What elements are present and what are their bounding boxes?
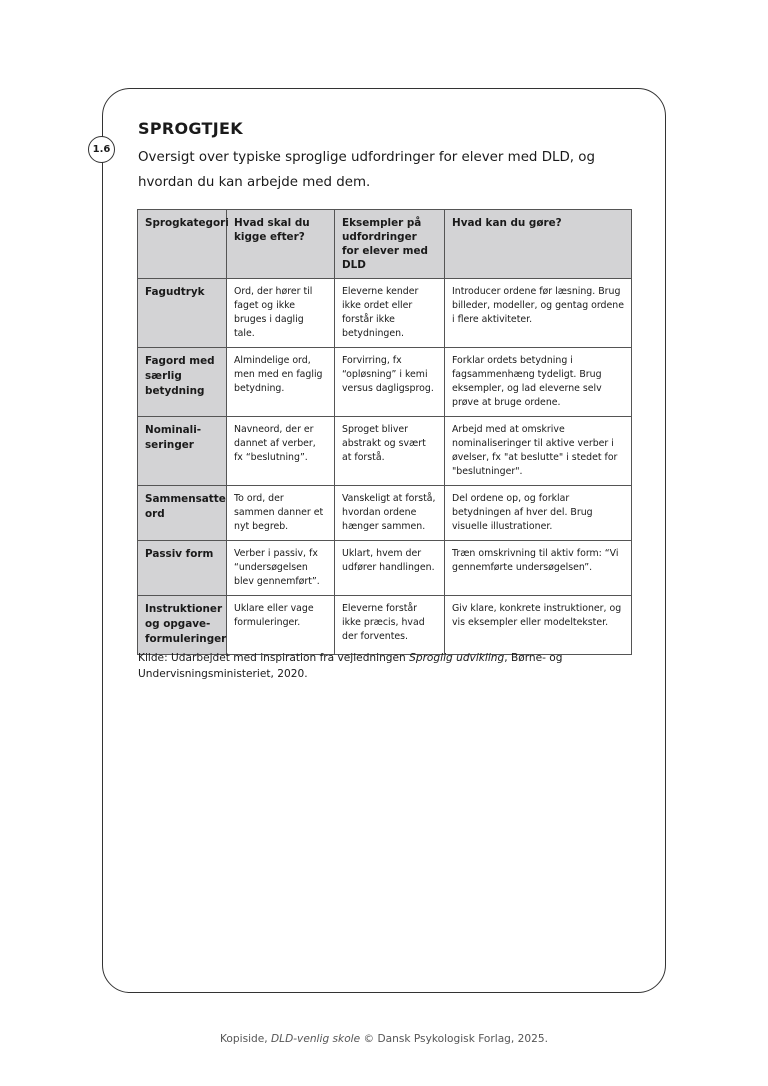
row-look-for: Verber i passiv, fx “undersøgelsen blev gennemført”. xyxy=(227,541,335,596)
source-citation xyxy=(138,651,568,682)
page-title: SPROGTJEK xyxy=(138,119,243,138)
row-category: Passiv form xyxy=(138,541,227,596)
table-row xyxy=(138,279,632,348)
table-row xyxy=(138,596,632,655)
row-what-to-do: Arbejd med at omskrive nominaliseringer til aktive verber i øvelser, fx "at beslutte" i stedet for "beslutninger". xyxy=(445,417,632,486)
row-examples: Uklart, hvem der udfører handlingen. xyxy=(335,541,445,596)
row-look-for: Ord, der hører til faget og ikke bruges i daglig tale. xyxy=(227,279,335,348)
row-examples: Sproget bliver abstrakt og svært at forstå. xyxy=(335,417,445,486)
table-row xyxy=(138,348,632,417)
footer-title: DLD-venlig skole xyxy=(271,1033,361,1045)
section-badge: 1.6 xyxy=(88,136,115,163)
row-look-for: Navneord, der er dannet af verber, fx “beslutning”. xyxy=(227,417,335,486)
table-row xyxy=(138,417,632,486)
language-check-table xyxy=(137,209,632,655)
table-row xyxy=(138,486,632,541)
footer-prefix: Kopiside, xyxy=(220,1033,272,1045)
table-row xyxy=(138,541,632,596)
header-category: Sprogkategori xyxy=(138,210,227,279)
row-category: Nominali-seringer xyxy=(138,417,227,486)
row-look-for: To ord, der sammen danner et nyt begreb. xyxy=(227,486,335,541)
table-header-row xyxy=(138,210,632,279)
row-look-for: Almindelige ord, men med en faglig betydning. xyxy=(227,348,335,417)
row-category: Instruktioner og opgave-formuleringer xyxy=(138,596,227,655)
source-title: Sproglig udvikling xyxy=(409,652,505,664)
header-examples: Eksempler på udfordringer for elever med DLD xyxy=(335,210,445,279)
row-examples: Forvirring, fx “opløsning” i kemi versus dagligsprog. xyxy=(335,348,445,417)
header-what-to-do: Hvad kan du gøre? xyxy=(445,210,632,279)
page-subtitle: Oversigt over typiske sproglige udfordringer for elever med DLD, og hvordan du kan arbejde med dem. xyxy=(138,150,595,190)
source-prefix: Kilde: Udarbejdet med inspiration fra vejledningen xyxy=(138,652,410,664)
row-examples: Eleverne forstår ikke præcis, hvad der forventes. xyxy=(335,596,445,655)
footer-suffix: © Dansk Psykologisk Forlag, 2025. xyxy=(360,1033,548,1045)
row-category: Sammensatte ord xyxy=(138,486,227,541)
row-category: Fagord med særlig betydning xyxy=(138,348,227,417)
row-what-to-do: Forklar ordets betydning i fagsammenhæng tydeligt. Brug eksempler, og lad eleverne selv prøve at bruge ordene. xyxy=(445,348,632,417)
page-footer xyxy=(0,1033,768,1045)
row-look-for: Uklare eller vage formuleringer. xyxy=(227,596,335,655)
source-suffix: , Børne- og Undervisningsministeriet, 2020. xyxy=(138,652,563,680)
row-what-to-do: Del ordene op, og forklar betydningen af hver del. Brug visuelle illustrationer. xyxy=(445,486,632,541)
row-what-to-do: Giv klare, konkrete instruktioner, og vis eksempler eller modeltekster. xyxy=(445,596,632,655)
row-what-to-do: Introducer ordene før læsning. Brug billeder, modeller, og gentag ordene i flere aktiviteter. xyxy=(445,279,632,348)
row-examples: Vanskeligt at forstå, hvordan ordene hænger sammen. xyxy=(335,486,445,541)
row-what-to-do: Træn omskrivning til aktiv form: “Vi gennemførte undersøgelsen”. xyxy=(445,541,632,596)
row-category: Fagudtryk xyxy=(138,279,227,348)
row-examples: Eleverne kender ikke ordet eller forstår ikke betydningen. xyxy=(335,279,445,348)
header-look-for: Hvad skal du kigge efter? xyxy=(227,210,335,279)
